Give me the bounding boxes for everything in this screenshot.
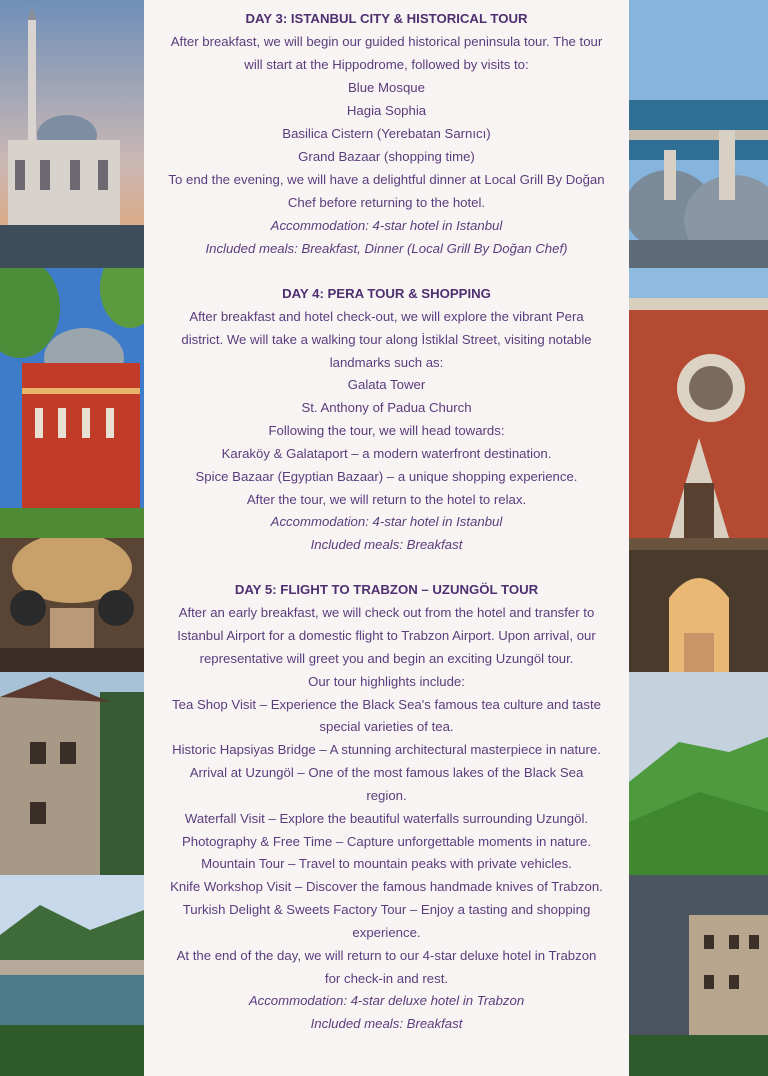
day5-line: Mountain Tour – Travel to mountain peaks with private vehicles.: [201, 856, 572, 871]
day5-line: Photography & Free Time – Capture unforgettable moments in nature.: [181, 834, 592, 849]
day5-line: Our tour highlights include:: [308, 674, 465, 689]
day3-line: Grand Bazaar (shopping time): [298, 149, 475, 164]
right-photo-column: [629, 0, 768, 1076]
day3-line: Blue Mosque: [348, 80, 425, 95]
day5-line: After an early breakfast, we will check out from the hotel and transfer to: [178, 605, 595, 620]
day5-line: for check-in and rest.: [324, 971, 449, 986]
day3-line: Hagia Sophia: [346, 103, 427, 118]
day5-line: Historic Hapsiyas Bridge – A stunning architectural masterpiece in nature.: [172, 742, 601, 757]
ortakoy-mosque-photo: [0, 0, 144, 268]
day3-line: After breakfast, we will begin our guided historical peninsula tour. The tour: [170, 34, 603, 49]
day4-line: Galata Tower: [347, 377, 426, 392]
day5-line: region.: [366, 788, 407, 803]
sumela-house-photo: [0, 672, 144, 875]
day5-accommodation: Accommodation: 4-star deluxe hotel in Trabzon: [248, 993, 525, 1008]
day4-line: After breakfast and hotel check-out, we will explore the vibrant Pera: [189, 309, 584, 324]
day3-accommodation: Accommodation: 4-star hotel in Istanbul: [270, 218, 503, 233]
day4-line: After the tour, we will return to the hotel to relax.: [246, 492, 527, 507]
green-hills-photo: [629, 672, 768, 875]
day3-line: will start at the Hippodrome, followed by visits to:: [244, 57, 529, 72]
st-antony-church-photo: [629, 268, 768, 538]
hagia-sophia-interior-photo: [0, 538, 144, 672]
red-tower-photo: [0, 268, 144, 538]
day4-line: Following the tour, we will head towards:: [268, 423, 505, 438]
day5-line: Knife Workshop Visit – Discover the famous handmade knives of Trabzon.: [170, 879, 603, 894]
day5-line: Turkish Delight & Sweets Factory Tour – Enjoy a tasting and shopping: [182, 902, 591, 917]
day5-line: special varieties of tea.: [319, 719, 454, 734]
day3-line: Chef before returning to the hotel.: [287, 195, 486, 210]
mosque-arch-photo: [629, 538, 768, 672]
day4-line: landmarks such as:: [329, 355, 444, 370]
day5-title: DAY 5: FLIGHT TO TRABZON – UZUNGÖL TOUR: [234, 582, 539, 597]
day3-line: Basilica Cistern (Yerebatan Sarnıcı): [282, 126, 491, 141]
day5-line: Tea Shop Visit – Experience the Black Sea's famous tea culture and taste: [172, 697, 601, 712]
day5-line: representative will greet you and begin an exciting Uzungöl tour.: [199, 651, 574, 666]
sumela-monastery-photo: [629, 875, 768, 1076]
uzungol-lake-photo: [0, 875, 144, 1076]
mosque-domes-photo: [629, 0, 768, 268]
day4-line: Karaköy & Galataport – a modern waterfront destination.: [221, 446, 552, 461]
day4-accommodation: Accommodation: 4-star hotel in Istanbul: [270, 514, 503, 529]
day5-line: At the end of the day, we will return to our 4-star deluxe hotel in Trabzon: [176, 948, 597, 963]
day5-line: Waterfall Visit – Explore the beautiful waterfalls surrounding Uzungöl.: [184, 811, 589, 826]
day4-title: DAY 4: PERA TOUR & SHOPPING: [282, 286, 491, 301]
day3-title: DAY 3: ISTANBUL CITY & HISTORICAL TOUR: [245, 11, 528, 26]
left-photo-column: [0, 0, 144, 1076]
day3-line: To end the evening, we will have a delightful dinner at Local Grill By Doğan: [168, 172, 605, 187]
itinerary-panel: [144, 0, 629, 1076]
day3-meals: Included meals: Breakfast, Dinner (Local Grill By Doğan Chef): [205, 241, 568, 256]
day5-line: Arrival at Uzungöl – One of the most famous lakes of the Black Sea: [189, 765, 584, 780]
day5-meals: Included meals: Breakfast: [310, 1016, 463, 1031]
day4-line: Spice Bazaar (Egyptian Bazaar) – a unique shopping experience.: [195, 469, 578, 484]
day5-line: experience.: [352, 925, 421, 940]
day4-meals: Included meals: Breakfast: [310, 537, 463, 552]
day5-line: Istanbul Airport for a domestic flight to Trabzon Airport. Upon arrival, our: [177, 628, 596, 643]
day4-line: St. Anthony of Padua Church: [301, 400, 472, 415]
day4-line: district. We will take a walking tour along İstiklal Street, visiting notable: [181, 332, 592, 347]
